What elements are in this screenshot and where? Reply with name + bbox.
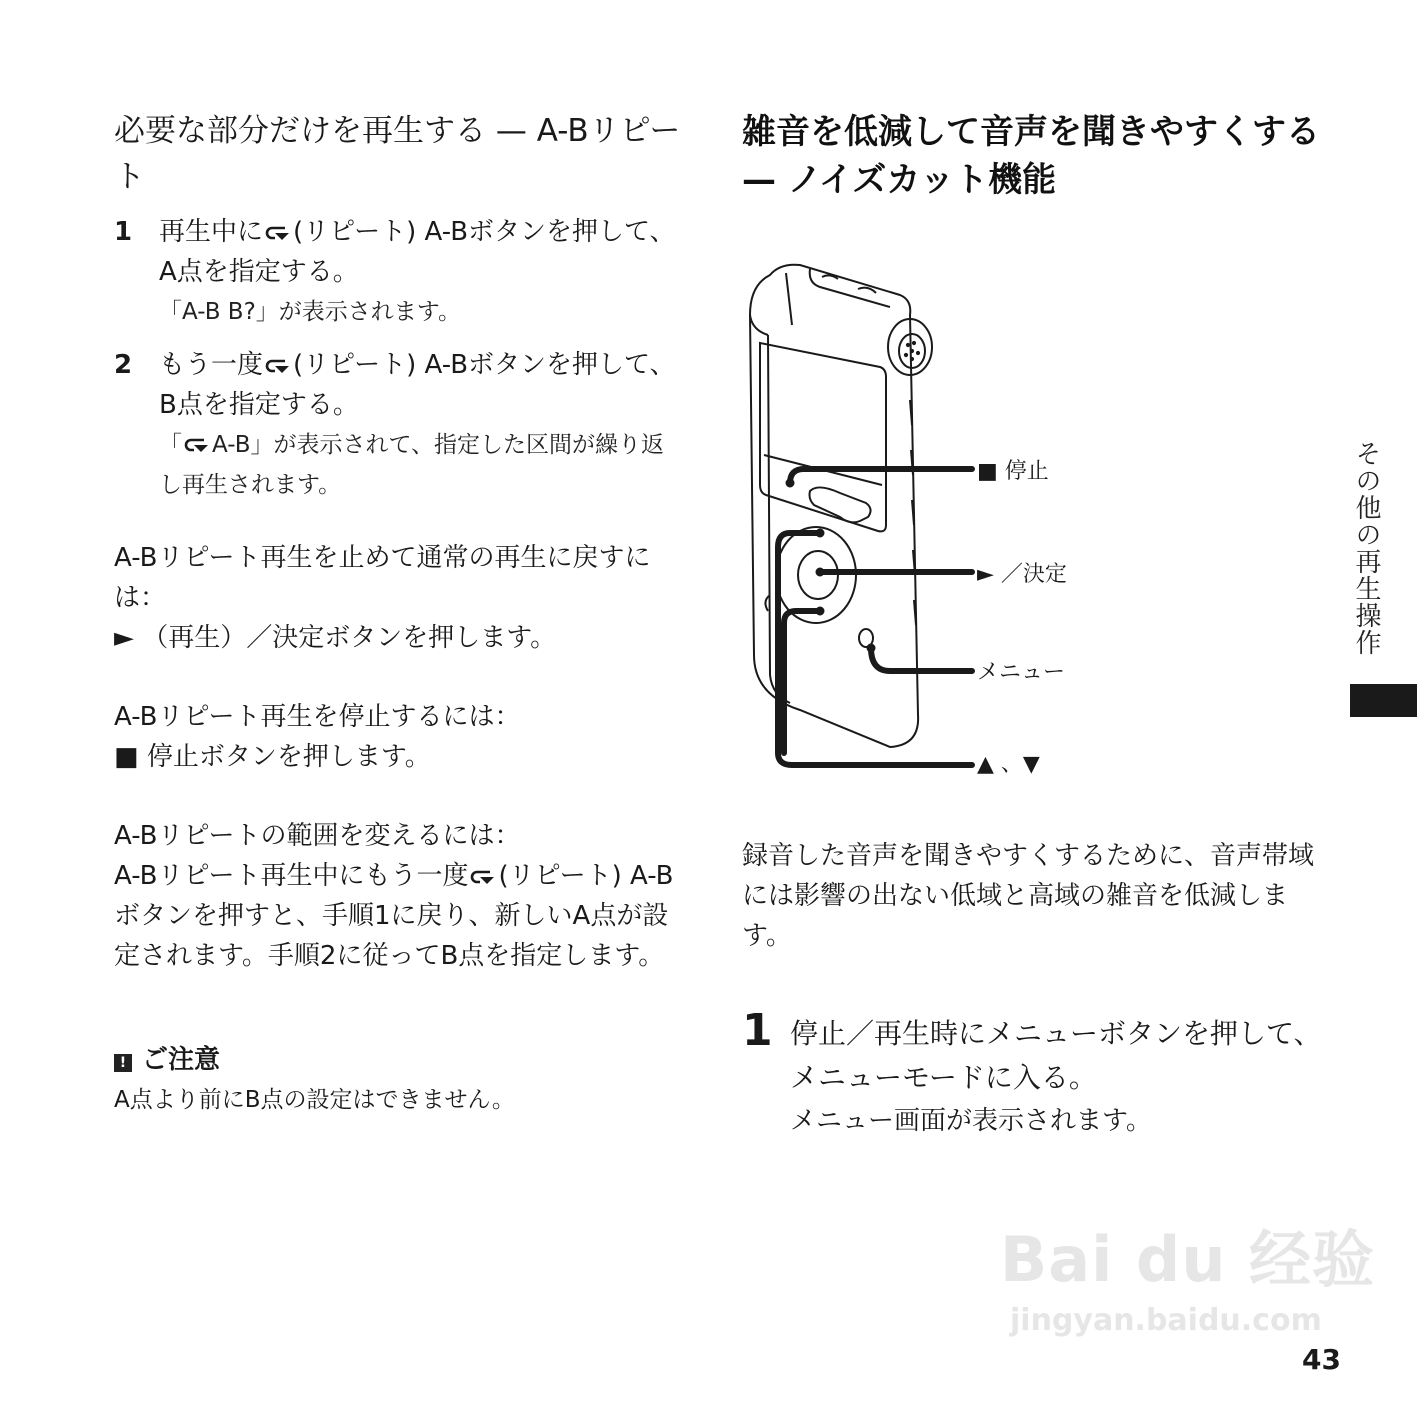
page-number: 43 [1302, 1343, 1341, 1376]
chapter-tab-marker [1350, 684, 1417, 717]
step-text-pre: 再生中に [159, 217, 264, 247]
answer-pre: A-Bリピート再生中にもう一度 [114, 861, 469, 891]
step-number: 1 [742, 1005, 773, 1056]
section-heading-ab-repeat: 必要な部分だけを再生する — A-Bリピート [114, 113, 681, 195]
repeat-icon [184, 436, 210, 454]
step-result: メニュー画面が表示されます。 [790, 1106, 1152, 1136]
label-stop-button: ■ 停止 [977, 459, 1049, 484]
repeat-icon [265, 224, 291, 242]
answer-post: (リピート) A-Bボタンを押すと、手順1に戻り、新しいA点が設定されます。手順2に従ってB点を指定します。 [114, 861, 674, 971]
step-text-post: (リピート) A-Bボタンを押して、B点を指定する。 [159, 350, 676, 420]
step-result-post: A-B」が表示されて、指定した区間が繰り返し再生されます。 [159, 432, 665, 498]
step-text-post: (リピート) A-Bボタンを押して、A点を指定する。 [159, 217, 676, 287]
answer: ► （再生）／決定ボタンを押します。 [114, 623, 557, 653]
step-result: 「A-B B?」が表示されます。 [159, 299, 461, 325]
repeat-icon [470, 868, 496, 886]
question: A-Bリピート再生を停止するには： [114, 702, 521, 732]
step-number: 1 [114, 217, 133, 247]
chapter-side-title: その他の再生操作 [1351, 440, 1381, 656]
note-title: ご注意 [142, 1045, 221, 1075]
step-number: 2 [114, 350, 133, 380]
label-menu-button: メニュー [977, 660, 1066, 685]
step-1-noise-cut [790, 1012, 1330, 1142]
label-play-enter-button: ► ／決定 [977, 562, 1067, 587]
repeat-icon [265, 357, 291, 375]
label-up-down-buttons: ▲ 、▼ [977, 752, 1040, 777]
note-heading [114, 1040, 220, 1080]
stop-ab-block [114, 697, 689, 777]
watermark-logo: Bai du 经验 [1000, 1223, 1376, 1296]
question: A-Bリピートの範囲を変えるには： [114, 821, 521, 851]
note-text: A点より前にB点の設定はできません。 [114, 1087, 515, 1113]
question: A-Bリピート再生を止めて通常の再生に戻すには： [114, 543, 651, 613]
ic-recorder-illustration [740, 255, 1100, 775]
step-result-pre: 「 [159, 432, 182, 458]
caution-icon: ! [114, 1054, 132, 1072]
step-text: 停止／再生時にメニューボタンを押して、メニューモードに入る。 [790, 1017, 1322, 1094]
section-heading-noise-cut: 雑音を低減して音声を聞きやすくする — ノイズカット機能 [742, 112, 1320, 200]
step-text-pre: もう一度 [159, 350, 264, 380]
answer: ■ 停止ボタンを押します。 [114, 742, 431, 772]
watermark-url: jingyan.baidu.com [1010, 1303, 1322, 1338]
change-range-block [114, 816, 689, 976]
intro-paragraph: 録音した音声を聞きやすくするために、音声帯域には影響の出ない低域と高域の雑音を低減します。 [742, 841, 1315, 951]
stop-normal-block [114, 538, 689, 658]
